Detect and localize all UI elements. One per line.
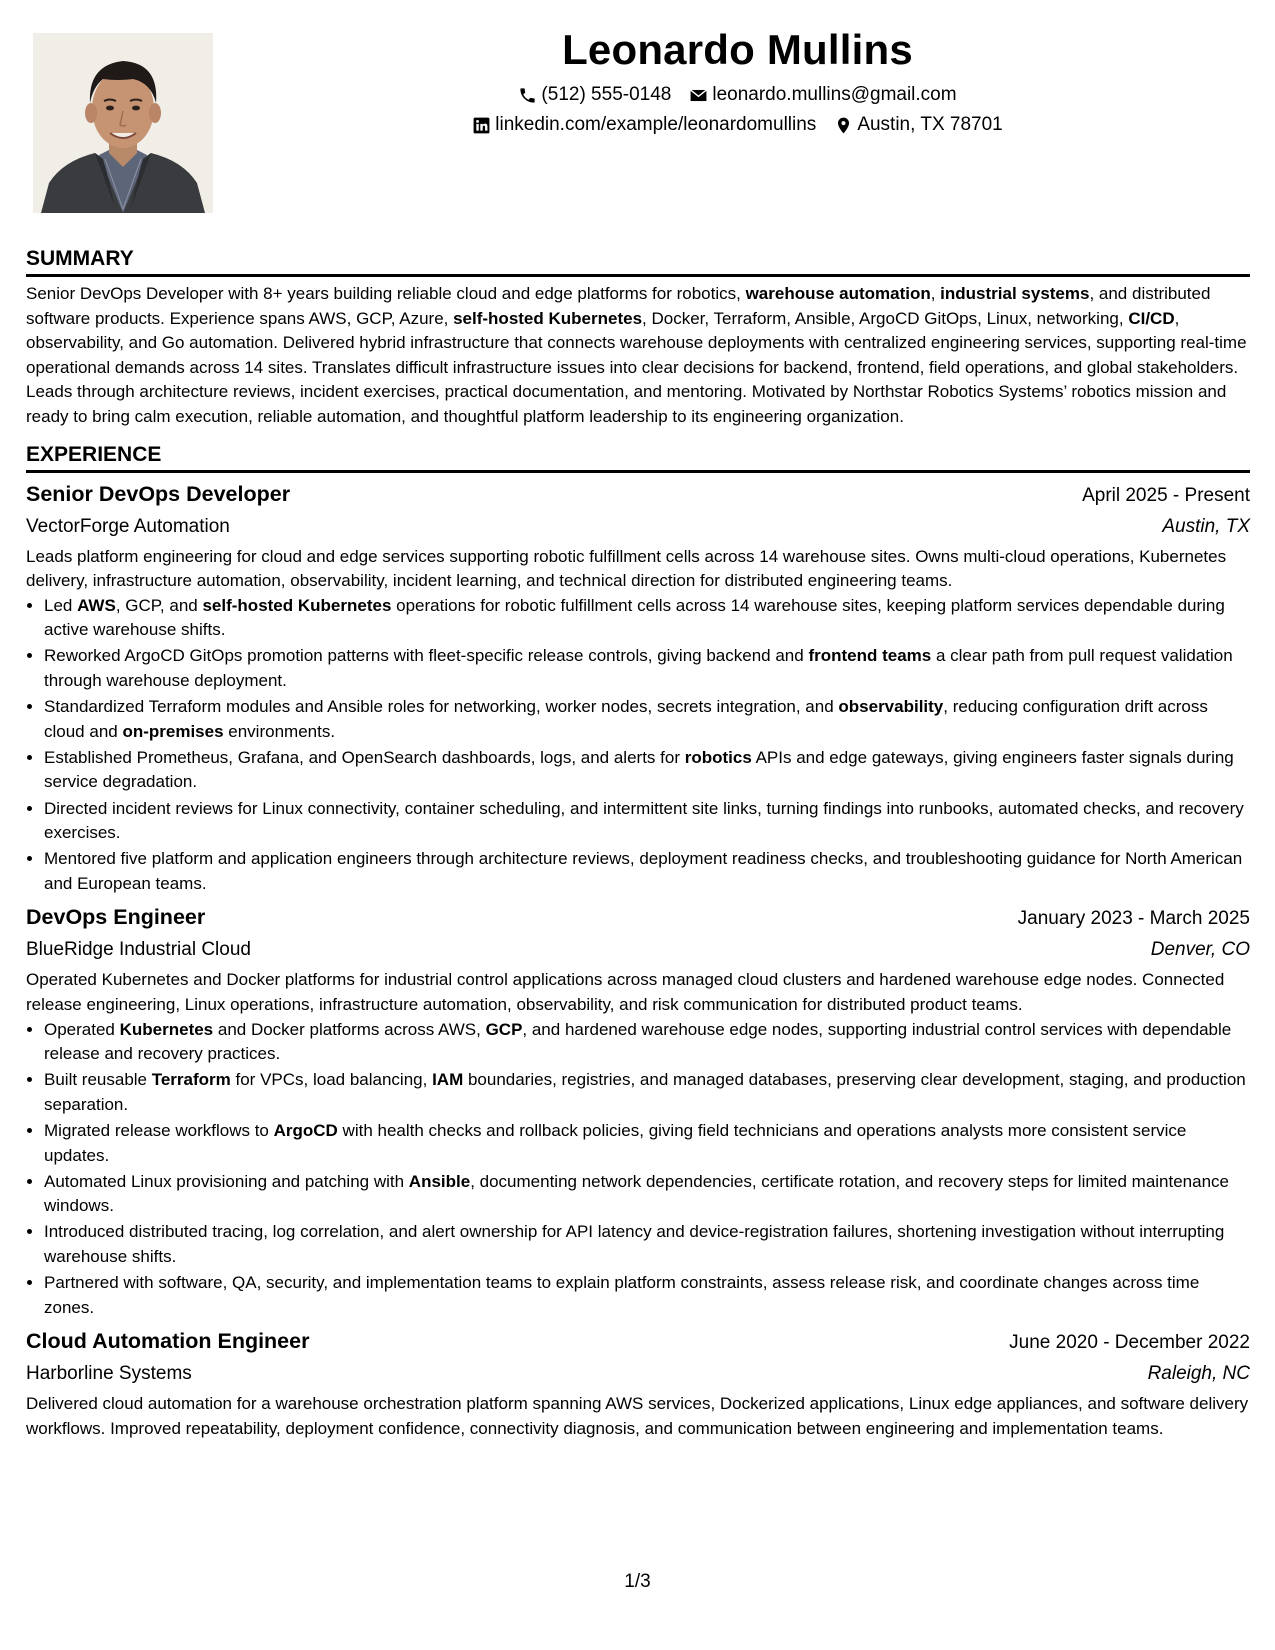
text-run: Migrated release workflows to [44, 1120, 274, 1140]
bold-text: self-hosted Kubernetes [202, 595, 392, 615]
section-title-experience: EXPERIENCE [26, 440, 1250, 473]
location-text: Austin, TX 78701 [857, 114, 1003, 135]
bold-text: AWS [77, 595, 116, 615]
text-run: , GCP, and [115, 595, 203, 615]
text-run: Partnered with software, QA, security, and implementation teams to explain platform constraints, assess release risk, and coordinate changes across time zones. [44, 1273, 1200, 1317]
bold-text: self-hosted Kubernetes [453, 308, 643, 328]
text-run: , Docker, Terraform, Ansible, ArgoCD GitOps, Linux, networking, [642, 308, 1129, 328]
bullet-item [44, 644, 1250, 693]
job-dates: April 2025 - Present [1082, 484, 1250, 506]
candidate-name: Leonardo Mullins [562, 26, 913, 73]
bold-text: industrial systems [940, 284, 1090, 303]
bold-text: IAM [432, 1070, 464, 1090]
job-entry [26, 479, 1250, 897]
bold-text: frontend teams [808, 646, 932, 666]
bullet-item [44, 1271, 1250, 1320]
envelope-icon [689, 86, 708, 105]
text-run: Automated Linux provisioning and patching with [44, 1171, 409, 1191]
job-company-row [26, 1358, 1250, 1389]
job-location: Austin, TX [1162, 515, 1250, 537]
bold-text: Kubernetes [119, 1019, 214, 1039]
job-company: Harborline Systems [26, 1363, 192, 1385]
bold-text: GCP [485, 1019, 523, 1039]
job-company: VectorForge Automation [26, 515, 230, 537]
job-entry [26, 902, 1250, 1320]
text-run: APIs and edge gateways, giving engineers faster signals during service degradation. [44, 747, 1234, 792]
map-pin-icon [834, 116, 853, 135]
linkedin-text[interactable]: linkedin.com/example/leonardomullins [495, 114, 817, 135]
job-company-row [26, 511, 1250, 542]
contact-location [834, 110, 1002, 140]
bullet-item [44, 1220, 1250, 1269]
bold-text: Terraform [151, 1070, 231, 1090]
text-run: Directed incident reviews for Linux connectivity, container scheduling, and intermittent site links, turning findings into runbooks, automated checks, and recovery exercises. [44, 798, 1244, 843]
summary-section [26, 244, 1250, 430]
bullet-item [44, 797, 1250, 846]
text-run: , [930, 284, 941, 303]
bullet-item [44, 1170, 1250, 1219]
job-title-row [26, 479, 1250, 511]
bullet-item [44, 746, 1250, 795]
job-title-row [26, 1326, 1250, 1358]
bold-text: CI/CD [1128, 308, 1175, 328]
job-location: Denver, CO [1150, 939, 1250, 961]
text-run: for VPCs, load balancing, [230, 1070, 433, 1090]
bullet-item [44, 695, 1250, 744]
bold-text: Ansible [408, 1171, 471, 1191]
linkedin-icon [472, 116, 491, 135]
contact-phone [518, 80, 671, 110]
profile-photo [33, 33, 213, 213]
text-run: boundaries, registries, and managed databases, preserving clear development, staging, and production separation. [44, 1070, 1246, 1114]
bold-text: robotics [684, 747, 752, 767]
contact-email[interactable] [689, 80, 956, 110]
job-title: Cloud Automation Engineer [26, 1329, 310, 1354]
bold-text: ArgoCD [273, 1120, 338, 1140]
section-title-summary: SUMMARY [26, 244, 1250, 277]
text-run: Reworked ArgoCD GitOps promotion patterns with fleet-specific release controls, giving backend and [44, 646, 809, 666]
bold-text: on-premises [122, 721, 224, 741]
text-run: Built reusable [44, 1070, 152, 1090]
bullet-item [44, 594, 1250, 643]
bullet-item [44, 1018, 1250, 1067]
text-run: Introduced distributed tracing, log correlation, and alert ownership for API latency and device-registration failures, shortening investigation without interrupting warehouse shifts. [44, 1222, 1225, 1266]
job-description: Delivered cloud automation for a warehouse orchestration platform spanning AWS services, Dockerized applications, Linux edge appliances, and software delivery workflows. Improved repeatability, deployment confidence, connectivity diagnosis, and communication between engineering and implementation teams. [26, 1394, 1249, 1438]
text-run: Led [44, 595, 78, 615]
text-run: , reducing configuration drift across cloud and [44, 697, 1208, 741]
text-run: , and distributed software products. Experience spans AWS, GCP, Azure, [26, 284, 1211, 328]
job-company-row [26, 934, 1250, 965]
job-description: Leads platform engineering for cloud and edge services supporting robotic fulfillment cells across 14 warehouse sites. Owns multi-cloud operations, Kubernetes delivery, infrastructure automation, observability, incident learning, and technical direction for distributed engineering teams. [26, 546, 1227, 591]
job-dates: January 2023 - March 2025 [1017, 908, 1250, 930]
text-run: Standardized Terraform modules and Ansible roles for networking, worker nodes, secrets integration, and [44, 697, 839, 717]
page-number: 1/3 [624, 1571, 651, 1592]
contact-row-primary [200, 80, 1275, 110]
text-run: and Docker platforms across AWS, [213, 1019, 486, 1039]
job-title-row [26, 902, 1250, 934]
text-run: Operated [44, 1019, 120, 1039]
job-title: Senior DevOps Developer [26, 481, 291, 506]
resume-content [26, 244, 1250, 1451]
text-run: Established Prometheus, Grafana, and OpenSearch dashboards, logs, and alerts for [44, 747, 685, 767]
job-bullets [26, 1018, 1250, 1321]
summary-text [26, 282, 1250, 430]
phone-icon [518, 86, 537, 105]
resume-header [200, 20, 1275, 140]
contact-linkedin[interactable] [472, 110, 816, 140]
text-run: , documenting network dependencies, certificate rotation, and recovery steps for limited maintenance windows. [44, 1171, 1230, 1216]
experience-section [26, 440, 1250, 1442]
text-run: Mentored five platform and application engineers through architecture reviews, deployment readiness checks, and troubleshooting guidance for North American and European teams. [44, 849, 1243, 893]
phone-text: (512) 555-0148 [541, 84, 672, 105]
job-title: DevOps Engineer [26, 905, 206, 930]
text-run: operations for robotic fulfillment cells across 14 warehouse sites, keeping platform services dependable during active warehouse shifts. [44, 595, 1225, 640]
bold-text: warehouse automation [745, 284, 931, 303]
job-entry [26, 1326, 1250, 1441]
text-run: environments. [223, 721, 336, 741]
text-run: a clear path from pull request validation through warehouse deployment. [44, 646, 1233, 691]
text-run: with health checks and rollback policies, giving field technicians and operations analysts more consistent service updates. [44, 1120, 1187, 1165]
text-run: , observability, and Go automation. Delivered hybrid infrastructure that connects warehouse deployments with centralized engineering services, supporting real-time operational demands across 14 sites. Translates difficult infrastructure issues into clear decisions for backend, frontend, field operations, and global stakeholders. Leads through architecture reviews, incident exercises, practical documentation, and mentoring. Motivated by Northstar Robotics Systems’ robotics mission and ready to bring calm execution, reliable automation, and thoughtful platform leadership to its engineering organization. [26, 308, 1247, 426]
contact-row-secondary [200, 110, 1275, 140]
bold-text: observability [838, 697, 944, 717]
experience-list [26, 479, 1250, 1442]
job-bullets [26, 594, 1250, 897]
bullet-item [44, 1068, 1250, 1117]
job-description: Operated Kubernetes and Docker platforms for industrial control applications across managed cloud clusters and hardened warehouse edge nodes. Connected release engineering, Linux operations, infrastructure automation, observability, and risk communication for distributed product teams. [26, 970, 1225, 1014]
text-run: , and hardened warehouse edge nodes, supporting industrial control services with dependable release and recovery practices. [44, 1019, 1232, 1064]
bullet-item [44, 1119, 1250, 1168]
job-company: BlueRidge Industrial Cloud [26, 939, 251, 961]
bullet-item [44, 847, 1250, 896]
text-run: Senior DevOps Developer with 8+ years building reliable cloud and edge platforms for robotics, [26, 284, 746, 303]
job-location: Raleigh, NC [1147, 1363, 1250, 1385]
email-text[interactable]: leonardo.mullins@gmail.com [712, 84, 957, 105]
job-dates: June 2020 - December 2022 [1009, 1332, 1250, 1354]
